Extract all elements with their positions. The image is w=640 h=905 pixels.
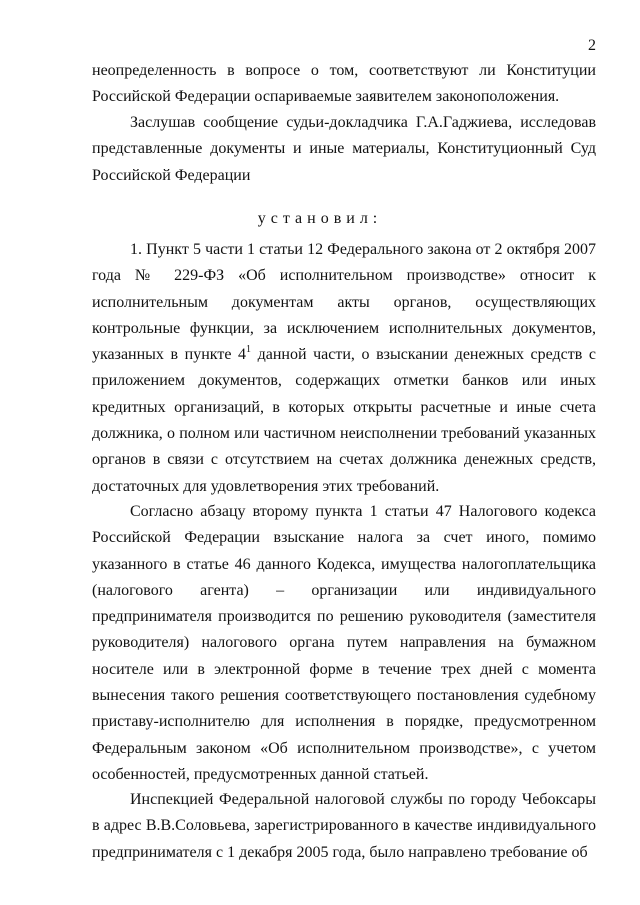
paragraph-text-part: данной части, о взыскании денежных средств с приложением документов, содержащих отметки банков или иных кредитных организаций, в которых открыты расчетные и иные счета должника, о полном или частичном неисполнении требований указанных органов в связи с отсутствием на счетах должника денежных средств, достаточных для удовлетворения этих требований. [92,346,597,495]
paragraph-text: Инспекцией Федеральной налоговой службы по городу Чебоксары в адрес В.В.Соловьева, зарегистрированного в качестве индивидуального предпринимателя с 1 декабря 2005 года, было направлено требование об [92,791,596,861]
paragraph-inspection [92,787,596,866]
paragraph-continuation [92,58,596,111]
paragraph-text: неопределенность в вопросе о том, соответствуют ли Конституции Российской Федерации оспариваемые заявителем законоположения. [92,62,596,106]
page-number: 2 [588,37,596,54]
superscript: 1 [246,344,252,356]
paragraph-text: Согласно абзацу второму пункта 1 статьи 47 Налогового кодекса Российской Федерации взыскание налога за счет иного, помимо указанного в статье 46 данного Кодекса, имущества налогоплательщика (налогового агента) – организации или индивидуального предпринимателя производится по решению руководителя (заместителя руководителя) налогового органа путем направления на бумажном носителе или в электронной форме в течение трех дней с момента вынесения такого решения соответствующего постановления судебному приставу-исполнителю для исполнения в порядке, предусмотренном Федеральным законом «Об исполнительном производстве», с учетом особенностей, предусмотренных данной статьей. [92,503,596,783]
paragraph-hearing [92,110,596,189]
paragraph-text [92,237,596,500]
paragraph-clause-1 [92,237,596,500]
paragraph-tax-code [92,499,596,788]
section-heading: установил: [257,210,383,227]
paragraph-text-part: 1. Пункт 5 части 1 статьи 12 Федерального закона от 2 октября 2007 года № 229-ФЗ «Об исполнительном производстве» относит к исполнительным документам акты органов, осуществляющих контрольные функции, за исключением исполнительных документов, указанных в пункте 4 [92,241,596,364]
paragraph-text: Заслушав сообщение судьи-докладчика Г.А.Гаджиева, исследовав представленные документы и иные материалы, Конституционный Суд Российской Федерации [92,114,596,184]
